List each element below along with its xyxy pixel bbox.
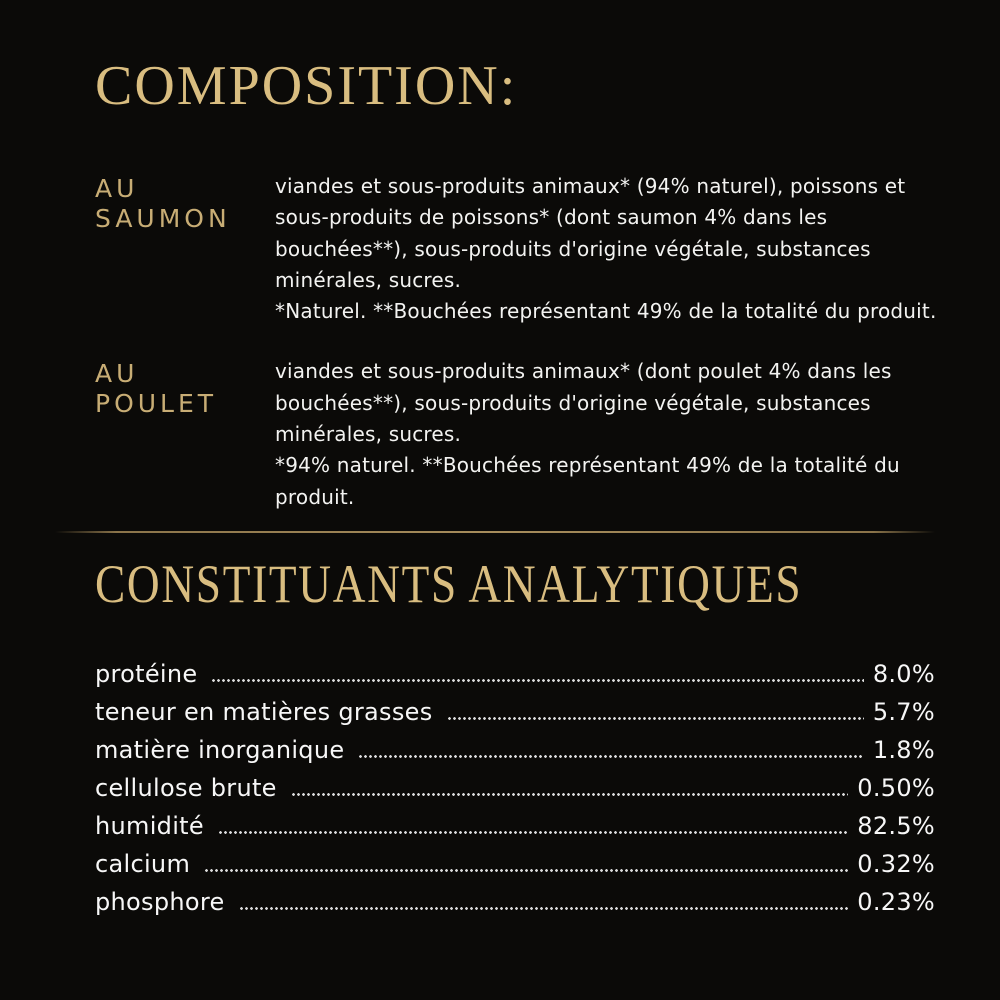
analytics-title: CONSTITUANTS ANALYTIQUES (95, 553, 803, 614)
nutrient-name: phosphore (95, 887, 225, 916)
footnote-line: produit. (275, 484, 355, 509)
ingredients-line: minérales, sucres. (275, 422, 462, 447)
analytics-row-fat (95, 693, 935, 731)
ingredients-text-chicken (275, 356, 935, 512)
dot-leader (212, 679, 863, 682)
footnote-line: *Naturel. **Bouchées représentant 49% de la totalité du produit. (275, 299, 937, 324)
analytics-row-crude-fibre (95, 769, 935, 807)
nutrient-name: calcium (95, 849, 191, 878)
variant-label-line-poulet: POULET (95, 389, 218, 419)
variant-label-line-au: AU (95, 359, 139, 389)
ingredients-line: bouchées**), sous-produits d'origine végétale, substances (275, 236, 871, 261)
ingredients-line: sous-produits de poissons* (dont saumon 4% dans les (275, 205, 828, 230)
variant-label-line-au: AU (95, 174, 139, 203)
nutrient-value: 1.8% (872, 735, 935, 764)
dot-leader (205, 869, 848, 872)
analytics-table (95, 655, 935, 921)
composition-title: COMPOSITION: (95, 55, 518, 117)
ingredients-line: minérales, sucres. (275, 267, 462, 292)
divider-line (55, 531, 935, 533)
ingredients-line: bouchées**), sous-produits d'origine végétale, substances (275, 390, 871, 415)
nutrient-value: 0.32% (857, 849, 935, 878)
nutrient-value: 0.23% (857, 887, 935, 916)
nutrient-name: teneur en matières grasses (95, 697, 433, 726)
nutrient-name: humidité (95, 811, 204, 840)
nutrient-name: matière inorganique (95, 735, 345, 764)
dot-leader (240, 907, 849, 910)
variant-label-line-saumon: SAUMON (95, 204, 231, 233)
dot-leader (448, 717, 864, 720)
dot-leader (292, 793, 849, 796)
analytics-row-phosphorus (95, 883, 935, 921)
analytics-row-calcium (95, 845, 935, 883)
ingredients-line: viandes et sous-produits animaux* (94% naturel), poissons et (275, 174, 906, 198)
footnote-line: *94% naturel. **Bouchées représentant 49% de la totalité du (275, 453, 900, 478)
nutrient-value: 0.50% (857, 773, 935, 802)
nutrient-name: protéine (95, 659, 198, 688)
nutrient-value: 5.7% (872, 697, 935, 726)
dot-leader (219, 831, 848, 834)
nutrient-value: 8.0% (872, 659, 935, 688)
variant-label-salmon (95, 171, 275, 234)
composition-section-salmon (95, 171, 935, 327)
nutrient-name: cellulose brute (95, 773, 277, 802)
analytics-row-inorganic-matter (95, 731, 935, 769)
analytics-row-moisture (95, 807, 935, 845)
analytics-row-protein (95, 655, 935, 693)
dot-leader (359, 755, 863, 758)
variant-label-chicken (95, 356, 275, 419)
composition-section-chicken (95, 356, 935, 512)
ingredients-line: viandes et sous-produits animaux* (dont poulet 4% dans les (275, 359, 892, 384)
nutrient-value: 82.5% (857, 811, 935, 840)
ingredients-text-salmon (275, 171, 937, 327)
